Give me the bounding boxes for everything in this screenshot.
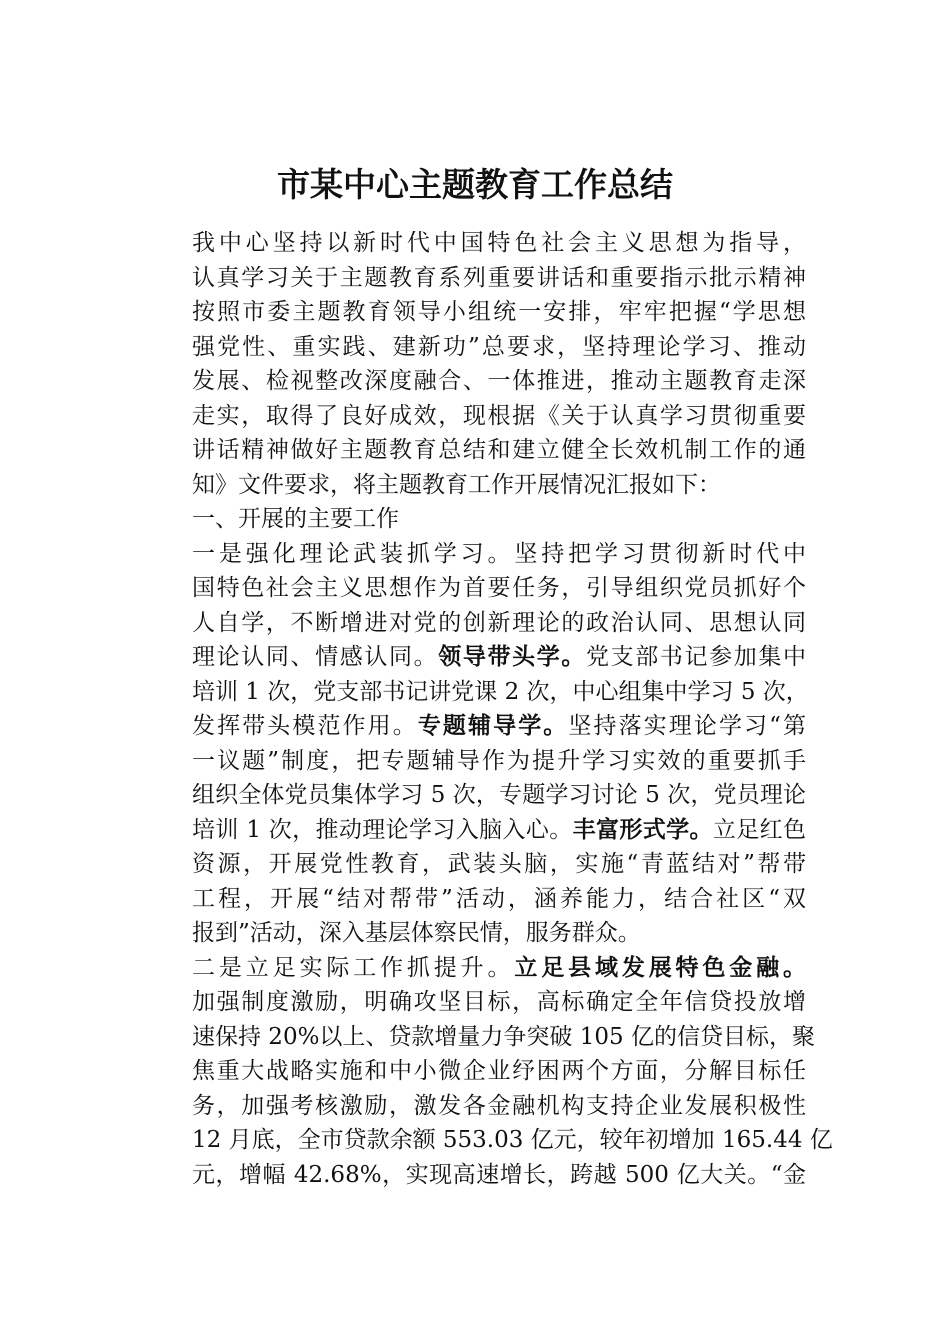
text-line: 务，加强考核激励，激发各金融机构支持企业发展积极性 <box>192 1092 806 1119</box>
bold-keyword: 领导带头学。 <box>438 644 586 670</box>
text-segment: 二是立足实际工作抓提升。 <box>192 954 515 981</box>
text-line: 人自学，不断增进对党的创新理论的政治认同、思想认同 <box>192 609 806 636</box>
text-line <box>146 813 806 848</box>
text-line: 速保持 20%以上、贷款增量力争突破 105 亿的信贷目标，聚 <box>192 1023 815 1050</box>
text-line: 强党性、重实践、建新功”总要求，坚持理论学习、推动 <box>192 333 806 360</box>
text-line: 元，增幅 42.68%，实现高速增长，跨越 500 亿大关。“金 <box>192 1161 806 1188</box>
text-line: 焦重大战略实施和中小微企业纾困两个方面，分解目标任 <box>192 1058 806 1084</box>
text-line: 一议题”制度，把专题辅导作为提升学习实效的重要抓手 <box>192 747 806 774</box>
text-line: 我中心坚持以新时代中国特色社会主义思想为指导， <box>192 230 806 256</box>
document-body <box>146 226 833 1192</box>
document-title: 市某中心主题教育工作总结 <box>277 165 673 204</box>
intro-paragraph <box>146 226 806 502</box>
bold-keyword: 丰富形式学。 <box>572 816 713 843</box>
bold-keyword: 专题辅导学。 <box>417 713 569 739</box>
text-line: 一是强化理论武装抓学习。坚持把学习贯彻新时代中 <box>192 540 806 567</box>
text-line <box>146 951 806 986</box>
text-line: 国特色社会主义思想作为首要任务，引导组织党员抓好个 <box>192 575 806 601</box>
text-segment: 培训 1 次，推动理论学习入脑入心。 <box>192 816 573 843</box>
text-line: 认真学习关于主题教育系列重要讲话和重要指示批示精神 <box>192 264 806 291</box>
text-segment: 立足红色 <box>712 816 806 843</box>
text-line <box>146 709 806 744</box>
section-heading <box>146 502 806 537</box>
bold-keyword: 立足县域发展特色金融。 <box>514 954 807 981</box>
text-line: 资源，开展党性教育，武装头脑，实施“青蓝结对”帮带 <box>192 851 806 877</box>
text-line: 按照市委主题教育领导小组统一安排，牢牢把握“学思想 <box>192 299 806 325</box>
text-line: 走实，取得了良好成效，现根据《关于认真学习贯彻重要 <box>192 402 806 429</box>
text-line: 培训 1 次，党支部书记讲党课 2 次，中心组集中学习 5 次， <box>192 678 809 705</box>
section-heading-text: 一、开展的主要工作 <box>192 506 399 532</box>
text-line: 加强制度激励，明确攻坚目标，高标确定全年信贷投放增 <box>192 989 806 1015</box>
text-line <box>146 640 806 675</box>
text-line: 发展、检视整改深度融合、一体推进，推动主题教育走深 <box>192 368 806 394</box>
text-segment: 坚持落实理论学习“第 <box>568 713 807 739</box>
text-segment: 发挥带头模范作用。 <box>192 713 418 739</box>
text-line: 报到”活动，深入基层体察民情，服务群众。 <box>192 920 641 946</box>
text-segment: 党支部书记参加集中 <box>586 644 806 670</box>
text-segment: 理论认同、情感认同。 <box>192 644 439 670</box>
work-paragraph <box>146 951 833 1193</box>
text-line: 讲话精神做好主题教育总结和建立健全长效机制工作的通 <box>192 437 806 463</box>
study-paragraph <box>146 537 809 951</box>
text-line: 工程，开展“结对帮带”活动，涵养能力，结合社区“双 <box>192 885 806 912</box>
text-line: 知》文件要求，将主题教育工作开展情况汇报如下： <box>192 471 721 498</box>
text-line: 组织全体党员集体学习 5 次，专题学习讨论 5 次，党员理论 <box>192 782 806 808</box>
text-line: 12 月底，全市贷款余额 553.03 亿元，较年初增加 165.44 亿 <box>192 1127 833 1153</box>
